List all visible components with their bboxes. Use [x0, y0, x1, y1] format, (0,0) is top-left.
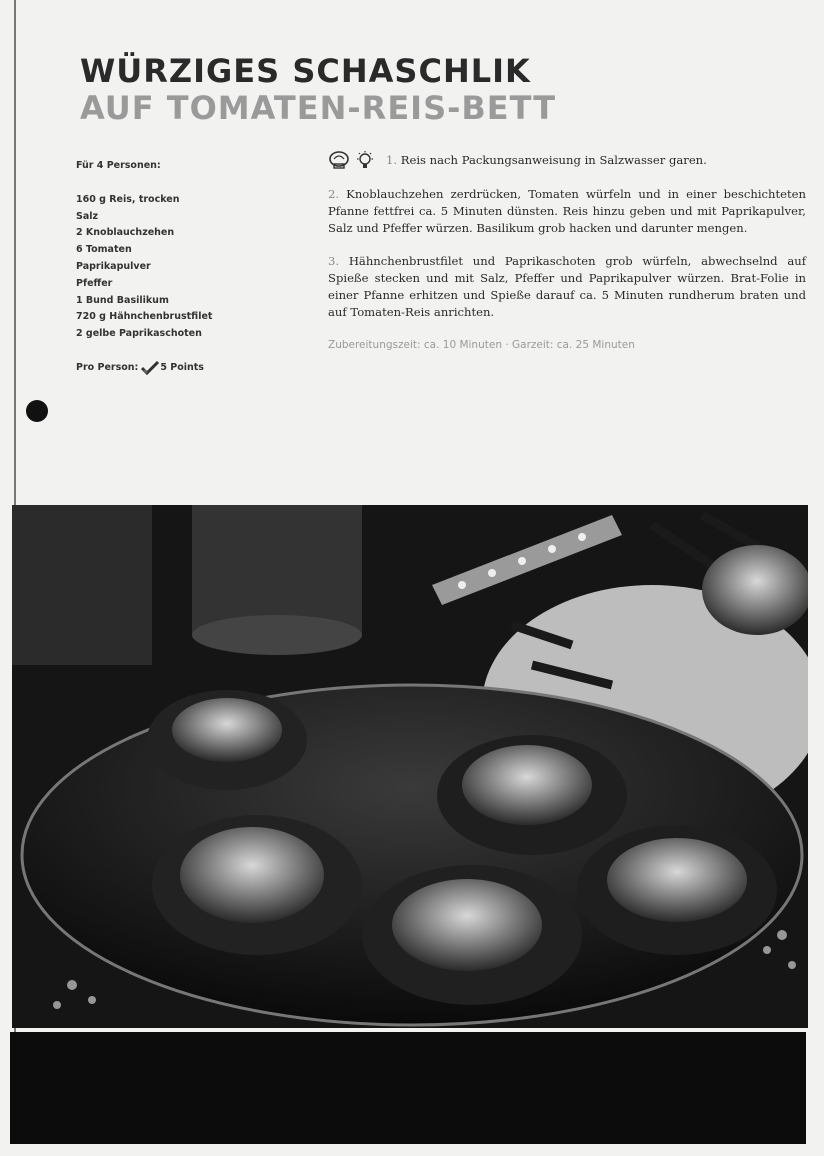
- chef-hat-icon: [328, 150, 350, 170]
- step-1: [328, 150, 806, 170]
- ingredient-list: [76, 192, 276, 343]
- points-value: 5 Points: [160, 361, 204, 373]
- ingredient-item: 2 gelbe Paprikaschoten: [76, 328, 202, 340]
- step-number: 2.: [328, 187, 340, 201]
- step-number: 1.: [386, 152, 398, 167]
- checkmark-icon: [141, 361, 159, 375]
- food-photo: [12, 505, 808, 1028]
- ingredient-item: 6 Tomaten: [76, 244, 132, 256]
- step-text: Hähnchenbrustfilet und Paprikaschoten grob würfeln, abwechselnd auf Spieße stecken und mit Salz, Pfeffer und Paprikapulver würzen. Brat-Folie in einer Pfanne erhitzen und Spieße darauf ca. 5 Minuten rundherum braten und auf Tomaten-Reis anrichten.: [328, 254, 807, 319]
- step-2: [328, 186, 806, 237]
- ingredient-item: Salz: [76, 210, 99, 222]
- ingredient-item: 2 Knoblauchzehen: [76, 227, 175, 239]
- ingredient-item: Paprikapulver: [76, 260, 151, 272]
- ingredient-item: 1 Bund Basilikum: [76, 294, 169, 306]
- recipe-title: WÜRZIGES SCHASCHLIK: [80, 52, 531, 90]
- step-text: Knoblauchzehen zerdrücken, Tomaten würfeln und in einer beschichteten Pfanne fettfrei ca. 5 Minuten dünsten. Reis hinzu geben und mit Paprikapulver, Salz und Pfeffer würzen. Basilikum grob hacken und darunter mengen.: [328, 187, 806, 235]
- timing-line: [328, 337, 806, 354]
- points-line: [76, 360, 276, 377]
- ingredient-item: 160 g Reis, trocken: [76, 193, 180, 205]
- punch-hole: [26, 400, 48, 422]
- points-label: Pro Person:: [76, 361, 139, 373]
- prep-time: Zubereitungszeit: ca. 10 Minuten: [328, 339, 502, 351]
- cook-time: Garzeit: ca. 25 Minuten: [512, 339, 635, 351]
- step-icons: [328, 150, 380, 170]
- servings-heading: Für 4 Personen:: [76, 160, 161, 171]
- step-3: [328, 253, 806, 321]
- instructions: [328, 150, 806, 354]
- black-band: [10, 1032, 806, 1144]
- ingredients-panel: [76, 158, 276, 377]
- ingredient-item: Pfeffer: [76, 277, 113, 289]
- step-number: 3.: [328, 254, 340, 268]
- ingredient-item: 720 g Hähnchenbrustfilet: [76, 311, 213, 323]
- lightbulb-icon: [354, 150, 376, 170]
- food-photo-illustration: [12, 505, 808, 1028]
- step-text: Reis nach Packungsanweisung in Salzwasser garen.: [400, 152, 707, 167]
- timing-separator: ·: [505, 339, 509, 351]
- recipe-subtitle: AUF TOMATEN-REIS-BETT: [80, 89, 557, 127]
